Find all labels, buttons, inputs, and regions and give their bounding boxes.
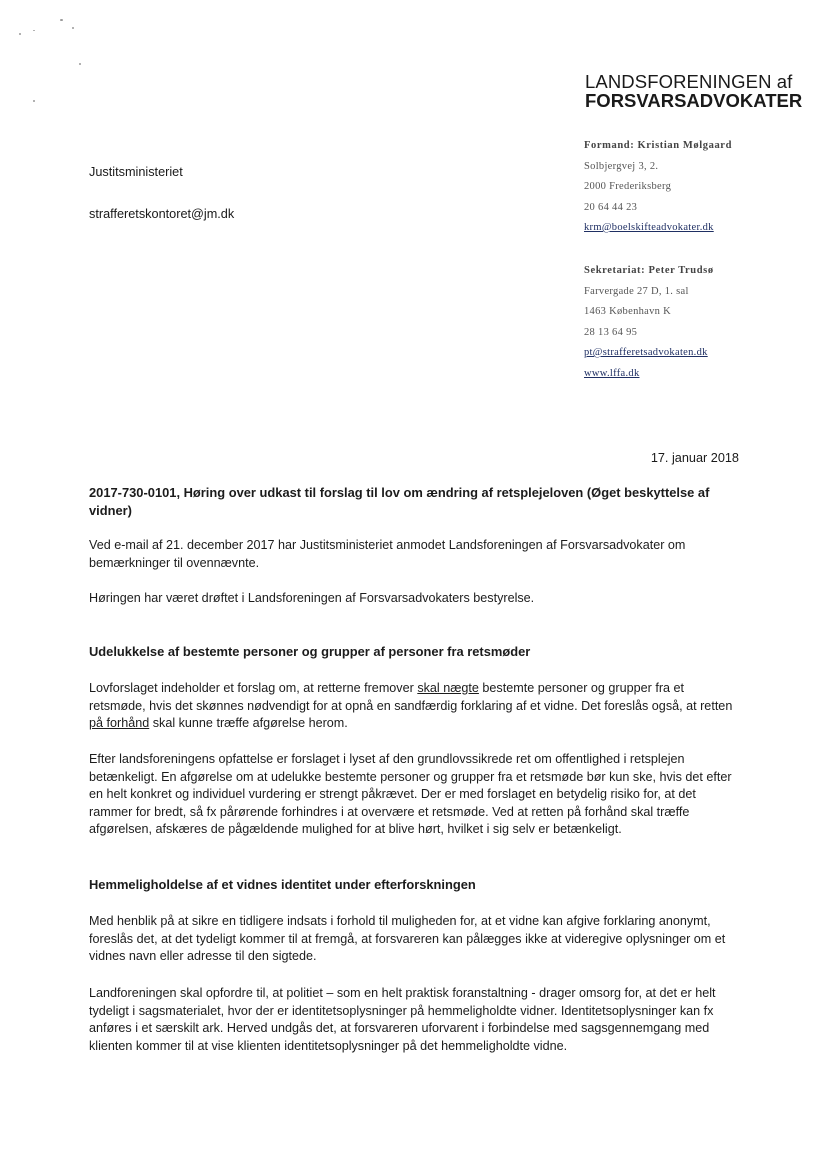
chair-phone: 20 64 44 23 (584, 201, 638, 213)
chair-heading: Formand: Kristian Mølgaard (584, 140, 733, 151)
s1p1-underlined-paa-forhaand: på forhånd (89, 716, 150, 730)
letter-title-text: 2017-730-0101, Høring over udkast til forslag til lov om ændring af retsplejeloven (Øget beskyttelse af vidner) (89, 485, 710, 518)
section-1-heading-text: Udelukkelse af bestemte personer og grupper af personer fra retsmøder (89, 644, 531, 659)
chair-address-line2: 2000 Frederiksberg (584, 181, 672, 192)
s1p1-underlined-skal-naegte: skal nægte (417, 681, 479, 695)
secretariat-phone: 28 13 64 95 (584, 326, 638, 338)
section-1-paragraph-1 (89, 680, 737, 733)
secretariat-address-line1: Farvergade 27 D, 1. sal (584, 285, 689, 297)
org-name-line2: FORSVARSADVOKATER (585, 90, 803, 111)
s1p1-part-c: skal kunne træffe afgørelse herom. (149, 716, 348, 730)
chair-address-line1: Solbjergvej 3, 2. (584, 160, 659, 172)
section-2-paragraph-2-text: Landforeningen skal opfordre til, at politiet – som en helt praktisk foranstaltning - drager omsorg for, at det er helt tydeligt i sagsmaterialet, hvor der er identitetsoplysninger på hemmeligholdte vidner. Identitetsoplysninger kan fx anføres i et særskilt ark. Herved undgås det, at forsvareren uforvarent i forbindelse med sagsgennemgang med klienten kommer til at vise klienten identitetsoplysninger på det hemmeligholdte vidne. (89, 986, 716, 1053)
section-1-paragraph-2-text: Efter landsforeningens opfattelse er forslaget i lyset af den grundlovssikrede ret om offentlighed i retsplejen betænkeligt. En afgørelse om at udelukke bestemte personer og grupper fra et retsmøde bør kun ske, hvis det efter en helt konkret og individuel vurdering er strengt påkrævet. Der er med forslaget en betydelig risiko for, at det rammer for bredt, så fx pårørende forhindres i at overvære et retsmøde. Ved at retten på forhånd skal træffe afgørelsen, afskæres de pågældende mulighed for at blive hørt, hvilket i sig selv er betænkeligt. (89, 752, 732, 836)
org-name-line1: LANDSFORENINGEN af (585, 71, 793, 92)
secretariat-contact-block (584, 261, 714, 384)
section-2-heading (89, 876, 737, 894)
s1p1-part-a: Lovforslaget indeholder et forslag om, at retterne fremover (89, 681, 418, 695)
section-2-paragraph-1-text: Med henblik på at sikre en tidligere indsats i forhold til muligheden for, at et vidne kan afgive forklaring anonymt, foreslås det, at det tydeligt kommer til at fremgå, at forsvareren kan pålægges ikke at videregive oplysninger om et vidnes navn eller adresse til den sigtede. (89, 914, 726, 963)
intro-paragraph-1 (89, 537, 737, 572)
chair-contact-block (584, 136, 732, 239)
intro-paragraph-2-text: Høringen har været drøftet i Landsforeningen af Forsvarsadvokaters bestyrelse. (89, 591, 535, 605)
section-2-paragraph-1 (89, 913, 737, 966)
section-1-paragraph-1-text (89, 680, 737, 733)
recipient-email: strafferetskontoret@jm.dk (89, 207, 235, 221)
recipient-name: Justitsministeriet (89, 165, 183, 179)
letter-title (89, 484, 737, 519)
secretariat-address-line2: 1463 København K (584, 306, 672, 317)
s1p1-part-b: bestemte personer og grupper fra et retsmøde, hvis det skønnes nødvendigt for at opnå en sandfærdig forklaring af et vidne. Det foreslås også, at retten (89, 681, 733, 713)
secretariat-heading: Sekretariat: Peter Trudsø (584, 265, 714, 276)
section-2-heading-text: Hemmeligholdelse af et vidnes identitet under efterforskningen (89, 877, 476, 892)
letter-date: 17. januar 2018 (650, 451, 739, 465)
website-link[interactable]: www.lffa.dk (584, 367, 640, 379)
secretariat-email-link[interactable]: pt@strafferetsadvokaten.dk (584, 347, 708, 358)
section-1-heading (89, 643, 737, 661)
intro-paragraph-1-text: Ved e-mail af 21. december 2017 har Justitsministeriet anmodet Landsforeningen af Forsvarsadvokater om bemærkninger til ovennævnte. (89, 538, 686, 570)
intro-paragraph-2 (89, 590, 737, 608)
section-1-paragraph-2 (89, 751, 737, 839)
org-letterhead (585, 72, 802, 110)
section-2-paragraph-2 (89, 985, 737, 1055)
chair-email-link[interactable]: krm@boelskifteadvokater.dk (584, 222, 714, 233)
